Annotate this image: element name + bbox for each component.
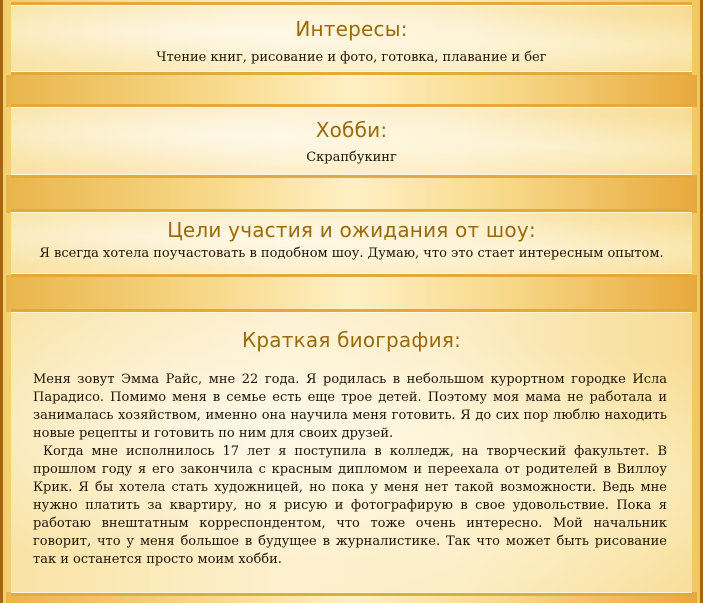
goals-title: Цели участия и ожидания от шоу: (167, 218, 536, 242)
divider-band (6, 75, 697, 107)
hobby-title: Хобби: (315, 118, 388, 142)
bio-text (33, 371, 667, 569)
bio-section (11, 309, 692, 596)
bio-title: Краткая биография: (241, 328, 462, 352)
divider-band (6, 175, 697, 213)
bio-paragraph: Когда мне исполнилось 17 лет я поступила в колледж, на творческий факультет. В прошлом году я его закончила с красным дипломом и переехала от родителей в Виллоу Крик. Я бы хотела стать художницей, но пока у меня нет такой возможности. Ведь мне нужно платить за квартиру, но я рисую и фотографирую в свое удовольствие. Пока я работаю внештатным корреспондентом, что тоже очень интересно. Мой начальник говорит, что у меня большое в будущее в журналистике. Так что может быть рисование так и останется просто моим хобби. (33, 444, 667, 567)
bio-paragraph: Меня зовут Эмма Райс, мне 22 года. Я родилась в небольшом курортном городке Исла Парадисо. Помимо меня в семье есть еще трое детей. Поэтому моя мама не работала и занималась хозяйством, именно она научила меня готовить. Я до сих пор люблю находить новые рецепты и готовить по ним для своих друзей. (33, 372, 667, 441)
hobby-text: Скрапбукинг (306, 150, 397, 165)
goals-section (11, 209, 692, 277)
goals-text: Я всегда хотела поучастовать в подобном шоу. Думаю, что это стает интересным опытом. (39, 246, 664, 261)
divider-band (6, 275, 697, 312)
hobby-section (11, 104, 692, 178)
interests-title: Интересы: (295, 17, 408, 41)
interests-text: Чтение книг, рисование и фото, готовка, плавание и бег (156, 50, 547, 65)
interests-section (11, 2, 692, 75)
